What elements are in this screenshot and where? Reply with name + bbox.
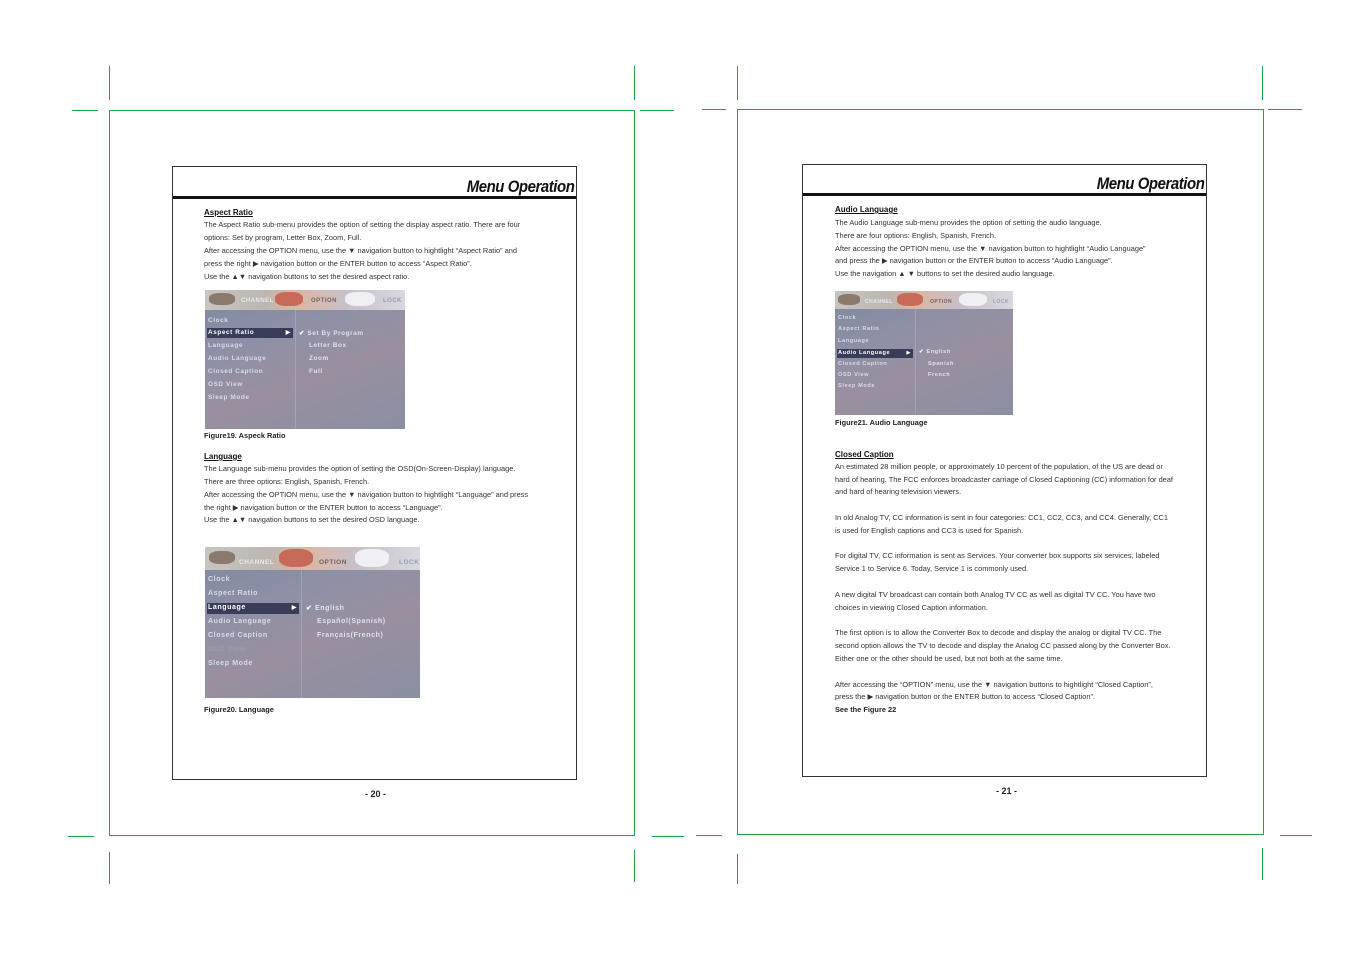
body-line: Either one or the other should be used, but not both at the same time. [835, 654, 1063, 663]
tv-menu-item: Aspect Ratio [838, 326, 880, 332]
tv-menu-figure-aspect-ratio [205, 290, 405, 429]
tab-lock: LOCK [399, 559, 420, 566]
tv-menu-item: Closed Caption [838, 361, 888, 367]
crop-mark [1268, 109, 1302, 110]
tv-menu-item: Closed Caption [208, 368, 264, 375]
crop-mark [634, 66, 635, 100]
channel-tab-icon [838, 294, 860, 305]
body-line: After accessing the OPTION menu, use the ▼ navigation button to hightlight “Audio Language” [835, 244, 1146, 253]
tab-option: OPTION [930, 299, 953, 305]
body-line: and hard of hearing television viewers. [835, 487, 962, 496]
tv-option [306, 604, 345, 612]
body-line: and press the ▶ navigation button or the ENTER button to access “Audio Language”. [835, 256, 1113, 265]
body-line: The Aspect Ratio sub-menu provides the option of setting the display aspect ratio. There are four [204, 220, 521, 229]
channel-tab-icon [209, 293, 235, 305]
tab-channel: CHANNEL [865, 299, 893, 305]
option-tab-icon [279, 549, 313, 567]
see-figure-reference: See the Figure 22 [835, 705, 897, 714]
tab-lock: LOCK [383, 298, 402, 304]
body-line: The Language sub-menu provides the option of setting the OSD(On-Screen-Display) language. [204, 464, 516, 473]
tv-menu-divider [295, 310, 296, 429]
tv-menu-item: OSD View [838, 372, 870, 378]
page-left [172, 166, 577, 780]
tab-option: OPTION [311, 298, 338, 304]
tv-menu-item: Audio Language [208, 355, 267, 362]
body-line: Use the ▲▼ navigation buttons to set the desired OSD language. [204, 515, 420, 524]
tab-lock: LOCK [993, 299, 1010, 305]
body-line: the right ▶ navigation button or the ENTER button to access “Language”. [204, 503, 443, 512]
figure-caption: Figure20. Language [204, 705, 274, 714]
tv-option-label: English [315, 605, 345, 612]
body-line: The Audio Language sub-menu provides the option of setting the audio language. [835, 218, 1102, 227]
chevron-right-icon: ▶ [291, 605, 297, 611]
page-right [802, 164, 1207, 777]
tv-menu-item: Clock [208, 576, 231, 583]
page-number: - 21 - [996, 786, 1018, 796]
tv-option [919, 349, 951, 355]
tv-option [299, 329, 364, 337]
body-line: There are three options: English, Spanish, French. [204, 477, 370, 486]
tab-option: OPTION [319, 559, 347, 566]
body-line: options: Set by program, Letter Box, Zoom, Full. [204, 233, 362, 242]
header-rule [803, 193, 1206, 196]
body-line: Service 1 to Service 6. Today, Service 1 is commonly used. [835, 564, 1029, 573]
body-line: In old Analog TV, CC information is sent in four categories: CC1, CC2, CC3, and CC4. Generally, CC1 [835, 513, 1169, 522]
crop-mark [1262, 66, 1263, 100]
crop-mark [68, 836, 94, 837]
crop-mark [634, 850, 635, 882]
crop-mark [640, 110, 674, 111]
section-title-closed-caption: Closed Caption [835, 450, 894, 459]
crop-mark [109, 66, 110, 100]
check-icon: ✔ [299, 330, 305, 337]
tv-menu-item-disabled: OSD View [208, 646, 246, 653]
body-line: For digital TV, CC information is sent as Services. Your converter box supports six services, labeled [835, 551, 1160, 560]
tab-channel: CHANNEL [241, 298, 274, 304]
body-line: After accessing the OPTION menu, use the ▼ navigation button to hightlight “Language” and press [204, 490, 529, 499]
header-rule [173, 196, 576, 199]
crop-mark [696, 835, 722, 836]
section-title-audio-language: Audio Language [835, 205, 898, 214]
tv-menu-item: Language [838, 338, 870, 344]
page-number: - 20 - [365, 789, 387, 799]
body-line: An estimated 28 million people, or approximately 10 percent of the population, of the US are dead or [835, 462, 1163, 471]
tv-menu-item: Sleep Mode [838, 383, 876, 389]
tv-menu-item: Audio Language [208, 618, 272, 625]
body-line: After accessing the “OPTION” menu, use the ▼ navigation buttons to hightlight “Closed Caption”, [835, 680, 1153, 689]
tv-menu-item: Closed Caption [208, 632, 268, 639]
tv-option-label: Set By Program [307, 330, 364, 337]
lock-tab-icon [345, 292, 375, 306]
page-header-title: Menu Operation [466, 177, 574, 196]
crop-mark [1280, 835, 1312, 836]
crop-mark [72, 110, 98, 111]
tv-menu-divider [915, 309, 916, 415]
tv-menu-item: Sleep Mode [208, 394, 250, 401]
page-header-title: Menu Operation [1096, 174, 1204, 193]
crop-mark [109, 852, 110, 884]
tv-menu-divider [301, 570, 302, 698]
tv-menu-item: OSD View [208, 381, 243, 388]
crop-mark [737, 66, 738, 100]
tv-menu-item: Clock [208, 317, 229, 324]
channel-tab-icon [209, 551, 235, 564]
tv-menu-item: Aspect Ratio [208, 590, 258, 597]
body-line: hard of hearing. The FCC enforces broadcaster carriage of Closed Captioning (CC) information for deaf [835, 475, 1173, 484]
option-tab-icon [275, 292, 303, 306]
check-icon: ✔ [919, 349, 925, 355]
tv-menu-item-selected [207, 603, 299, 614]
section-title-language: Language [204, 452, 242, 461]
tv-menu-item-label: Aspect Ratio [208, 329, 255, 336]
tv-menu-item-selected [837, 349, 913, 358]
body-line: After accessing the OPTION menu, use the ▼ navigation button to hightlight “Aspect Ratio” and [204, 246, 517, 255]
chevron-right-icon: ▶ [906, 350, 911, 356]
tv-menu-item: Language [208, 342, 243, 349]
tv-menu-item-selected [207, 328, 293, 338]
tv-option: Français(French) [317, 632, 384, 639]
tv-menu-item-label: Language [208, 604, 246, 611]
check-icon: ✔ [306, 605, 313, 612]
tv-menu-tabbar [205, 290, 405, 310]
tv-menu-item: Sleep Mode [208, 660, 253, 667]
tv-menu-item-label: Audio Language [838, 350, 891, 356]
body-line: choices in viewing Closed Caption information. [835, 603, 988, 612]
tv-option: Letter Box [309, 342, 347, 349]
tv-option: Full [309, 368, 323, 375]
body-line: A new digital TV broadcast can contain both Analog TV CC as well as digital TV CC. You have two [835, 590, 1156, 599]
tv-option: French [928, 372, 951, 378]
body-line: press the ▶ navigation button or the ENTER button to access “Closed Caption”. [835, 692, 1095, 701]
body-line: Use the navigation ▲ ▼ buttons to set the desired audio language. [835, 269, 1055, 278]
tv-menu-figure-audio-language [835, 291, 1013, 415]
crop-mark [737, 854, 738, 884]
lock-tab-icon [355, 549, 389, 567]
body-line: second option allows the TV to decode and display the Analog CC passed along by the Converter Box. [835, 641, 1171, 650]
body-line: The first option is to allow the Converter Box to decode and display the analog or digital TV CC. The [835, 628, 1162, 637]
crop-mark [702, 109, 726, 110]
tv-option: Español(Spanish) [317, 618, 386, 625]
figure-caption: Figure19. Aspeck Ratio [204, 431, 286, 440]
tab-channel: CHANNEL [239, 559, 275, 566]
chevron-right-icon: ▶ [285, 330, 291, 336]
body-line: There are four options: English, Spanish, French. [835, 231, 997, 240]
section-title-aspect-ratio: Aspect Ratio [204, 208, 253, 217]
figure-caption: Figure21. Audio Language [835, 418, 928, 427]
tv-menu-item: Clock [838, 315, 857, 321]
crop-mark [1262, 848, 1263, 880]
tv-option-label: English [926, 349, 951, 355]
tv-option: Spanish [928, 361, 954, 367]
body-line: press the right ▶ navigation button or the ENTER button to access “Aspect Ratio”. [204, 259, 472, 268]
crop-mark [652, 836, 684, 837]
tv-option: Zoom [309, 355, 329, 362]
option-tab-icon [897, 293, 923, 306]
lock-tab-icon [959, 293, 987, 306]
body-line: Use the ▲▼ navigation buttons to set the desired aspect ratio. [204, 272, 410, 281]
body-line: is used for English captions and CC3 is used for Spanish. [835, 526, 1024, 535]
tv-menu-figure-language [205, 547, 420, 698]
